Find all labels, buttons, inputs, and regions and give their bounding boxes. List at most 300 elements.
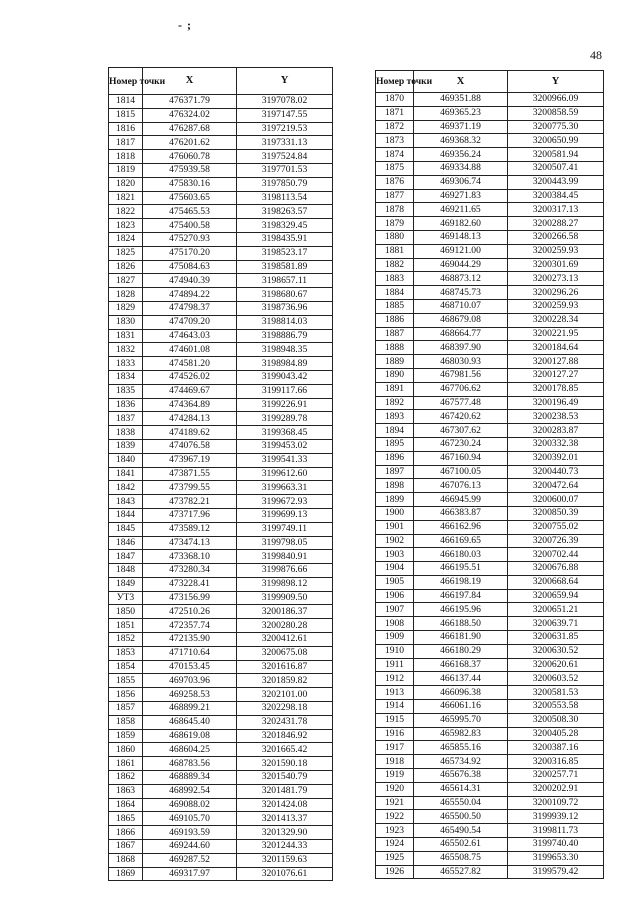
- table-row: [376, 700, 604, 714]
- cell-x: 468889.34: [143, 771, 237, 785]
- cell-y: 3197850.79: [237, 177, 333, 191]
- cell-point-number: УТ3: [109, 591, 143, 605]
- cell-y: 3198657.11: [237, 274, 333, 288]
- cell-x: 467577.48: [414, 396, 508, 410]
- cell-point-number: 1873: [376, 134, 414, 148]
- cell-y: 3199672.93: [237, 495, 333, 509]
- cell-point-number: 1882: [376, 258, 414, 272]
- cell-point-number: 1830: [109, 315, 143, 329]
- cell-y: 3197701.53: [237, 163, 333, 177]
- cell-x: 466195.96: [414, 603, 508, 617]
- header-y: Y: [508, 71, 604, 93]
- cell-y: 3200266.58: [508, 230, 604, 244]
- cell-point-number: 1916: [376, 727, 414, 741]
- table-row: [376, 148, 604, 162]
- cell-x: 465855.16: [414, 741, 508, 755]
- cell-y: 3201846.92: [237, 729, 333, 743]
- cell-y: 3202101.00: [237, 688, 333, 702]
- cell-point-number: 1911: [376, 658, 414, 672]
- cell-y: 3199541.33: [237, 453, 333, 467]
- cell-x: 473280.34: [143, 564, 237, 578]
- cell-y: 3197078.02: [237, 95, 333, 109]
- cell-y: 3199579.42: [508, 865, 604, 879]
- cell-y: 3201413.37: [237, 812, 333, 826]
- cell-x: 468619.08: [143, 729, 237, 743]
- cell-x: 476201.62: [143, 136, 237, 150]
- cell-y: 3200228.34: [508, 313, 604, 327]
- cell-point-number: 1838: [109, 426, 143, 440]
- cell-x: 468899.21: [143, 702, 237, 716]
- cell-y: 3200581.94: [508, 148, 604, 162]
- table-row: [109, 757, 333, 771]
- cell-x: 469121.00: [414, 244, 508, 258]
- cell-point-number: 1872: [376, 120, 414, 134]
- table-row: [376, 534, 604, 548]
- table-row: [376, 755, 604, 769]
- table-row: [376, 382, 604, 396]
- header-x: X: [414, 71, 508, 93]
- table-row: [376, 134, 604, 148]
- cell-x: 469351.88: [414, 93, 508, 107]
- cell-point-number: 1908: [376, 617, 414, 631]
- cell-point-number: 1907: [376, 603, 414, 617]
- cell-y: 3200726.39: [508, 534, 604, 548]
- cell-x: 476060.78: [143, 150, 237, 164]
- table-row: [376, 368, 604, 382]
- table-row: [109, 688, 333, 702]
- cell-point-number: 1845: [109, 522, 143, 536]
- cell-x: 465490.54: [414, 824, 508, 838]
- cell-x: 475270.93: [143, 232, 237, 246]
- cell-y: 3199749.11: [237, 522, 333, 536]
- table-row: [109, 743, 333, 757]
- table-row: [376, 713, 604, 727]
- cell-point-number: 1925: [376, 851, 414, 865]
- table-row: [376, 838, 604, 852]
- table-row: [109, 619, 333, 633]
- cell-y: 3197147.55: [237, 108, 333, 122]
- cell-y: 3200858.59: [508, 106, 604, 120]
- cell-y: 3200109.72: [508, 796, 604, 810]
- cell-x: 474601.08: [143, 343, 237, 357]
- cell-point-number: 1912: [376, 672, 414, 686]
- cell-x: 468645.40: [143, 715, 237, 729]
- table-row: [376, 175, 604, 189]
- table-row: [376, 506, 604, 520]
- header-x: X: [143, 68, 237, 95]
- cell-y: 3200850.39: [508, 506, 604, 520]
- cell-x: 466180.29: [414, 644, 508, 658]
- cell-y: 3198523.17: [237, 246, 333, 260]
- cell-y: 3202431.78: [237, 715, 333, 729]
- cell-point-number: 1904: [376, 562, 414, 576]
- cell-x: 466197.84: [414, 589, 508, 603]
- table-row: [376, 617, 604, 631]
- cell-point-number: 1818: [109, 150, 143, 164]
- cell-point-number: 1850: [109, 605, 143, 619]
- cell-y: 3201616.87: [237, 660, 333, 674]
- cell-y: 3200603.52: [508, 672, 604, 686]
- cell-point-number: 1901: [376, 520, 414, 534]
- table-row: [109, 591, 333, 605]
- cell-x: 465734.92: [414, 755, 508, 769]
- cell-x: 473474.13: [143, 536, 237, 550]
- cell-x: 466169.65: [414, 534, 508, 548]
- coordinates-table-right: [375, 70, 604, 879]
- cell-point-number: 1892: [376, 396, 414, 410]
- cell-point-number: 1839: [109, 439, 143, 453]
- table-header-row: [109, 68, 333, 95]
- table-row: [376, 272, 604, 286]
- cell-point-number: 1891: [376, 382, 414, 396]
- cell-x: 475465.53: [143, 205, 237, 219]
- table-row: [109, 867, 333, 881]
- cell-y: 3200405.28: [508, 727, 604, 741]
- cell-x: 476324.02: [143, 108, 237, 122]
- cell-point-number: 1841: [109, 467, 143, 481]
- table-row: [376, 824, 604, 838]
- cell-x: 468745.73: [414, 286, 508, 300]
- cell-point-number: 1887: [376, 327, 414, 341]
- cell-y: 3199612.60: [237, 467, 333, 481]
- table-row: [109, 481, 333, 495]
- cell-point-number: 1816: [109, 122, 143, 136]
- cell-y: 3201159.63: [237, 853, 333, 867]
- table-row: [109, 315, 333, 329]
- table-row: [376, 161, 604, 175]
- cell-point-number: 1895: [376, 437, 414, 451]
- cell-x: 469193.59: [143, 826, 237, 840]
- cell-point-number: 1861: [109, 757, 143, 771]
- table-row: [109, 301, 333, 315]
- table-row: [376, 465, 604, 479]
- table-row: [376, 741, 604, 755]
- cell-y: 3200221.95: [508, 327, 604, 341]
- table-row: [376, 769, 604, 783]
- table-row: [376, 313, 604, 327]
- cell-y: 3199663.31: [237, 481, 333, 495]
- cell-point-number: 1905: [376, 575, 414, 589]
- cell-x: 467230.24: [414, 437, 508, 451]
- cell-x: 475084.63: [143, 260, 237, 274]
- cell-point-number: 1864: [109, 798, 143, 812]
- cell-y: 3199699.13: [237, 508, 333, 522]
- cell-x: 473871.55: [143, 467, 237, 481]
- table-row: [109, 384, 333, 398]
- cell-point-number: 1848: [109, 564, 143, 578]
- cell-y: 3201329.90: [237, 826, 333, 840]
- cell-y: 3200280.28: [237, 619, 333, 633]
- cell-point-number: 1920: [376, 782, 414, 796]
- cell-point-number: 1876: [376, 175, 414, 189]
- cell-y: 3200676.88: [508, 562, 604, 576]
- cell-y: 3200301.69: [508, 258, 604, 272]
- cell-point-number: 1894: [376, 424, 414, 438]
- table-row: [376, 865, 604, 879]
- table-row: [376, 424, 604, 438]
- cell-point-number: 1858: [109, 715, 143, 729]
- cell-point-number: 1923: [376, 824, 414, 838]
- cell-x: 468783.56: [143, 757, 237, 771]
- cell-x: 469182.60: [414, 217, 508, 231]
- cell-point-number: 1870: [376, 93, 414, 107]
- cell-point-number: 1879: [376, 217, 414, 231]
- cell-x: 465527.82: [414, 865, 508, 879]
- table-row: [109, 232, 333, 246]
- table-row: [109, 219, 333, 233]
- cell-y: 3199226.91: [237, 398, 333, 412]
- cell-point-number: 1890: [376, 368, 414, 382]
- cell-point-number: 1896: [376, 451, 414, 465]
- cell-y: 3200288.27: [508, 217, 604, 231]
- cell-x: 467981.56: [414, 368, 508, 382]
- cell-x: 473967.19: [143, 453, 237, 467]
- cell-point-number: 1835: [109, 384, 143, 398]
- cell-x: 469287.52: [143, 853, 237, 867]
- cell-x: 465550.04: [414, 796, 508, 810]
- table-row: [109, 150, 333, 164]
- cell-y: 3200202.91: [508, 782, 604, 796]
- cell-y: 3198814.03: [237, 315, 333, 329]
- table-row: [109, 260, 333, 274]
- cell-x: 468397.90: [414, 341, 508, 355]
- table-row: [376, 120, 604, 134]
- table-row: [376, 575, 604, 589]
- cell-y: 3200387.16: [508, 741, 604, 755]
- cell-x: 469271.83: [414, 189, 508, 203]
- cell-y: 3197219.53: [237, 122, 333, 136]
- cell-y: 3198886.79: [237, 329, 333, 343]
- cell-x: 469317.97: [143, 867, 237, 881]
- cell-point-number: 1866: [109, 826, 143, 840]
- header-y: Y: [237, 68, 333, 95]
- cell-point-number: 1856: [109, 688, 143, 702]
- cell-point-number: 1834: [109, 370, 143, 384]
- cell-point-number: 1855: [109, 674, 143, 688]
- cell-y: 3198984.89: [237, 357, 333, 371]
- cell-y: 3197331.13: [237, 136, 333, 150]
- cell-y: 3200273.13: [508, 272, 604, 286]
- cell-point-number: 1884: [376, 286, 414, 300]
- cell-point-number: 1921: [376, 796, 414, 810]
- cell-x: 474643.03: [143, 329, 237, 343]
- table-row: [376, 258, 604, 272]
- cell-y: 3200755.02: [508, 520, 604, 534]
- cell-point-number: 1836: [109, 398, 143, 412]
- cell-x: 475400.58: [143, 219, 237, 233]
- cell-y: 3200675.08: [237, 646, 333, 660]
- cell-point-number: 1917: [376, 741, 414, 755]
- cell-x: 467160.94: [414, 451, 508, 465]
- table-row: [109, 646, 333, 660]
- cell-x: 468679.08: [414, 313, 508, 327]
- cell-x: 466061.16: [414, 700, 508, 714]
- cell-point-number: 1918: [376, 755, 414, 769]
- cell-y: 3199368.45: [237, 426, 333, 440]
- cell-point-number: 1880: [376, 230, 414, 244]
- table-row: [109, 564, 333, 578]
- cell-point-number: 1827: [109, 274, 143, 288]
- cell-y: 3199939.12: [508, 810, 604, 824]
- table-row: [109, 370, 333, 384]
- cell-point-number: 1846: [109, 536, 143, 550]
- table-row: [376, 603, 604, 617]
- table-row: [109, 274, 333, 288]
- table-row: [109, 826, 333, 840]
- cell-point-number: 1902: [376, 534, 414, 548]
- cell-point-number: 1903: [376, 548, 414, 562]
- table-row: [376, 299, 604, 313]
- cell-y: 3200332.38: [508, 437, 604, 451]
- table-row: [109, 798, 333, 812]
- cell-y: 3200392.01: [508, 451, 604, 465]
- table-row: [376, 341, 604, 355]
- table-row: [376, 631, 604, 645]
- cell-x: 465982.83: [414, 727, 508, 741]
- table-row: [376, 796, 604, 810]
- cell-x: 473228.41: [143, 577, 237, 591]
- table-row: [376, 355, 604, 369]
- header-point-number: Номер точки: [376, 71, 414, 93]
- cell-y: 3199117.66: [237, 384, 333, 398]
- cell-x: 474940.39: [143, 274, 237, 288]
- cell-x: 473717.96: [143, 508, 237, 522]
- cell-x: 472357.74: [143, 619, 237, 633]
- cell-x: 473589.12: [143, 522, 237, 536]
- cell-point-number: 1871: [376, 106, 414, 120]
- cell-x: 469088.02: [143, 798, 237, 812]
- cell-y: 3200775.30: [508, 120, 604, 134]
- cell-y: 3198948.35: [237, 343, 333, 357]
- cell-x: 475603.65: [143, 191, 237, 205]
- cell-y: 3199798.05: [237, 536, 333, 550]
- cell-y: 3200127.88: [508, 355, 604, 369]
- cell-y: 3200178.85: [508, 382, 604, 396]
- table-row: [376, 589, 604, 603]
- table-row: [376, 437, 604, 451]
- cell-point-number: 1886: [376, 313, 414, 327]
- cell-point-number: 1910: [376, 644, 414, 658]
- cell-y: 3201076.61: [237, 867, 333, 881]
- cell-point-number: 1888: [376, 341, 414, 355]
- cell-x: 467307.62: [414, 424, 508, 438]
- cell-y: 3198680.67: [237, 288, 333, 302]
- table-row: [109, 495, 333, 509]
- cell-x: 472510.26: [143, 605, 237, 619]
- cell-y: 3198263.57: [237, 205, 333, 219]
- cell-y: 3201424.08: [237, 798, 333, 812]
- table-row: [109, 163, 333, 177]
- table-row: [109, 122, 333, 136]
- cell-y: 3200316.85: [508, 755, 604, 769]
- cell-y: 3200659.94: [508, 589, 604, 603]
- cell-x: 466198.19: [414, 575, 508, 589]
- cell-point-number: 1823: [109, 219, 143, 233]
- table-row: [376, 686, 604, 700]
- table-row: [376, 230, 604, 244]
- cell-point-number: 1924: [376, 838, 414, 852]
- cell-x: 465676.38: [414, 769, 508, 783]
- cell-x: 469334.88: [414, 161, 508, 175]
- table-row: [109, 633, 333, 647]
- cell-y: 3200283.87: [508, 424, 604, 438]
- cell-y: 3200966.09: [508, 93, 604, 107]
- cell-y: 3201859.82: [237, 674, 333, 688]
- cell-point-number: 1865: [109, 812, 143, 826]
- cell-y: 3199811.73: [508, 824, 604, 838]
- cell-x: 474284.13: [143, 412, 237, 426]
- table-row: [109, 812, 333, 826]
- cell-point-number: 1869: [109, 867, 143, 881]
- cell-point-number: 1915: [376, 713, 414, 727]
- cell-point-number: 1852: [109, 633, 143, 647]
- table-row: [109, 398, 333, 412]
- cell-y: 3198736.96: [237, 301, 333, 315]
- cell-point-number: 1854: [109, 660, 143, 674]
- cell-y: 3199043.42: [237, 370, 333, 384]
- cell-x: 476287.68: [143, 122, 237, 136]
- table-row: [376, 93, 604, 107]
- cell-x: 472135.90: [143, 633, 237, 647]
- cell-x: 467706.62: [414, 382, 508, 396]
- cell-y: 3200600.07: [508, 493, 604, 507]
- cell-y: 3200296.26: [508, 286, 604, 300]
- table-row: [109, 177, 333, 191]
- cell-point-number: 1860: [109, 743, 143, 757]
- cell-point-number: 1898: [376, 479, 414, 493]
- cell-x: 465500.50: [414, 810, 508, 824]
- table-row: [376, 562, 604, 576]
- cell-x: 474076.58: [143, 439, 237, 453]
- table-row: [109, 702, 333, 716]
- cell-y: 3201540.79: [237, 771, 333, 785]
- cell-point-number: 1922: [376, 810, 414, 824]
- cell-y: 3200702.44: [508, 548, 604, 562]
- cell-x: 474189.62: [143, 426, 237, 440]
- table-row: [109, 550, 333, 564]
- cell-x: 468992.54: [143, 784, 237, 798]
- cell-point-number: 1881: [376, 244, 414, 258]
- cell-x: 473782.21: [143, 495, 237, 509]
- cell-x: 465995.70: [414, 713, 508, 727]
- cell-point-number: 1829: [109, 301, 143, 315]
- table-row: [376, 782, 604, 796]
- cell-point-number: 1862: [109, 771, 143, 785]
- cell-point-number: 1897: [376, 465, 414, 479]
- cell-x: 469148.13: [414, 230, 508, 244]
- cell-x: 467076.13: [414, 479, 508, 493]
- cell-point-number: 1877: [376, 189, 414, 203]
- table-row: [376, 203, 604, 217]
- table-row: [109, 426, 333, 440]
- cell-y: 3199653.30: [508, 851, 604, 865]
- cell-x: 469244.60: [143, 840, 237, 854]
- cell-y: 3200668.64: [508, 575, 604, 589]
- cell-point-number: 1909: [376, 631, 414, 645]
- cell-x: 468710.07: [414, 299, 508, 313]
- table-row: [376, 548, 604, 562]
- table-row: [376, 493, 604, 507]
- cell-y: 3199898.12: [237, 577, 333, 591]
- cell-x: 469258.53: [143, 688, 237, 702]
- table-row: [109, 771, 333, 785]
- cell-x: 474526.02: [143, 370, 237, 384]
- cell-y: 3200553.58: [508, 700, 604, 714]
- cell-point-number: 1820: [109, 177, 143, 191]
- cell-y: 3201481.79: [237, 784, 333, 798]
- cell-x: 468873.12: [414, 272, 508, 286]
- cell-y: 3199289.78: [237, 412, 333, 426]
